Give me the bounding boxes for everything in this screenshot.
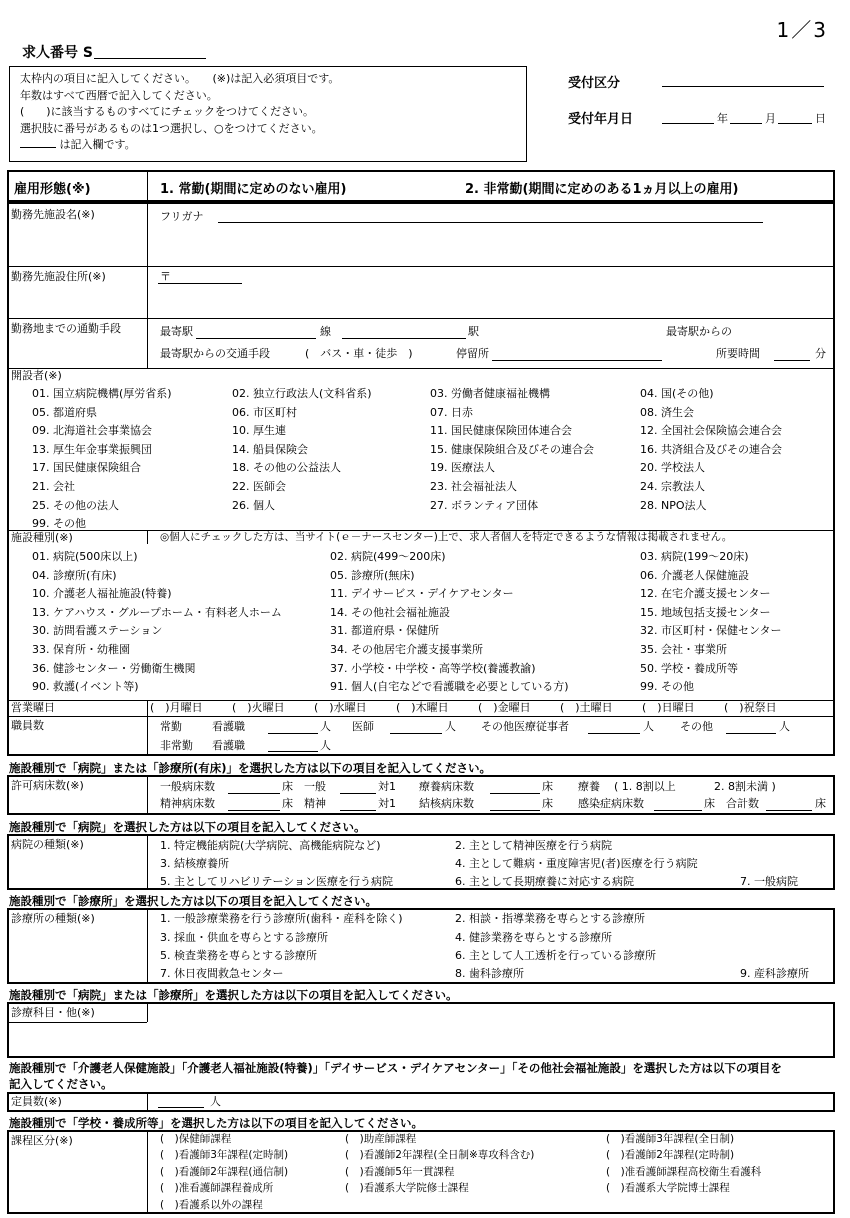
minutes-label: 分 (815, 347, 826, 360)
psych-beds-label: 精神病床数 (160, 797, 215, 810)
capacity-label: 定員数(※) (11, 1095, 62, 1108)
facility-type-note: ◎個人にチェックした方は、当サイト(ｅ－ナースセンター)上で、求人者個人を特定できるような情報は掲載されません。 (160, 531, 733, 543)
nearest-station-label: 最寄駅 (160, 325, 193, 338)
job-number-label: 求人番号 S (22, 45, 93, 61)
founder-option[interactable]: 22. 医師会 (232, 480, 286, 493)
infect-beds-field[interactable] (654, 810, 702, 811)
business-day-option[interactable]: ( )木曜日 (396, 701, 449, 714)
month-label: 月 (765, 112, 776, 125)
psych-ratio-label: 精神 (304, 797, 326, 810)
travel-time-label: 所要時間 (716, 347, 760, 360)
course-section-heading: 施設種別で「学校・養成所等」を選択した方は以下の項目を記入してください。 (9, 1116, 423, 1130)
general-ratio-field[interactable] (340, 793, 376, 794)
hospital-section-heading: 施設種別で「病院」を選択した方は以下の項目を記入してください。 (9, 820, 366, 834)
business-day-option[interactable]: ( )日曜日 (642, 701, 695, 714)
reception-day-field[interactable] (778, 123, 812, 124)
founder-option[interactable]: 17. 国民健康保険組合 (32, 461, 141, 475)
other-medical-field[interactable] (588, 733, 640, 734)
course-option[interactable]: ( )看護系大学院修士課程 (345, 1182, 469, 1195)
psych-ratio-field[interactable] (340, 810, 376, 811)
tb-beds-field[interactable] (490, 810, 540, 811)
other-medical-label: その他医療従事者 (481, 720, 569, 733)
founder-option[interactable]: 27. ボランティア団体 (430, 498, 539, 512)
course-option[interactable]: ( )保健師課程 (160, 1133, 232, 1145)
clinic-type-option[interactable]: 7. 休日夜間救急センター (160, 967, 284, 980)
infect-beds-label: 感染症病床数 (578, 797, 644, 810)
founder-option[interactable]: 09. 北海道社会事業協会 (32, 424, 152, 438)
reception-year-field[interactable] (662, 123, 714, 124)
founder-option[interactable]: 10. 厚生連 (232, 424, 286, 438)
facility-type-option[interactable]: 30. 訪問看護ステーション (32, 624, 163, 638)
staff-label: 職員数 (11, 719, 44, 732)
clinic-type-option[interactable]: 4. 健診業務を専らとする診療所 (455, 931, 612, 944)
beds-label: 許可病床数(※) (11, 779, 84, 792)
other-staff-label: その他 (680, 720, 713, 733)
founder-option[interactable]: 03. 労働者健康福祉機構 (430, 387, 550, 400)
line-name-field[interactable] (196, 338, 316, 339)
founder-option[interactable]: 28. NPO法人 (640, 498, 707, 512)
care-ratio-option-2[interactable]: 2. 8割未満 ) (714, 780, 776, 793)
clinic-type-option[interactable]: 1. 一般診療業務を行う診療所(歯科・産科を除く) (160, 912, 403, 925)
course-option[interactable]: ( )看護系大学院博士課程 (606, 1182, 730, 1195)
hospital-type-option[interactable]: 6. 主として長期療養に対応する病院 (455, 875, 634, 888)
beds-section-heading: 施設種別で「病院」または「診療所(有床)」を選択した方は以下の項目を記入してください。 (9, 761, 492, 775)
fulltime-label: 常勤 (160, 720, 182, 733)
founder-option[interactable]: 11. 国民健康保険団体連合会 (430, 424, 572, 438)
founder-option[interactable]: 12. 全国社会保険協会連合会 (640, 424, 782, 438)
facility-type-option[interactable]: 10. 介護老人福祉施設(特養) (32, 587, 172, 601)
founder-option[interactable]: 05. 都道府県 (32, 405, 97, 419)
clinic-type-option[interactable]: 3. 採血・供血を専らとする診療所 (160, 931, 328, 944)
business-days-label: 営業曜日 (11, 701, 55, 714)
fulltime-nurse-field[interactable] (268, 733, 318, 734)
business-day-option[interactable]: ( )水曜日 (314, 701, 367, 714)
employment-label: 雇用形態(※) (14, 182, 91, 197)
facility-type-option[interactable]: 03. 病院(199～20床) (640, 550, 749, 563)
bed-unit: 床 (542, 797, 553, 810)
facility-type-label: 施設種別(※) (11, 531, 73, 544)
address-field[interactable] (148, 288, 828, 314)
founder-label: 開設者(※) (11, 369, 62, 382)
from-station-label: 最寄駅からの (666, 325, 732, 338)
transport-modes-option[interactable]: ( バス・車・徒歩 ) (305, 347, 413, 360)
facility-type-option[interactable]: 36. 健診センター・労働衛生機関 (32, 661, 196, 675)
clinic-type-option[interactable]: 2. 相談・指導業務を専らとする診療所 (455, 912, 645, 925)
person-unit: 人 (779, 720, 790, 733)
hospital-type-option[interactable]: 5. 主としてリハビリテーション医療を行う病院 (160, 875, 394, 888)
postal-mark: 〒 (160, 270, 171, 283)
station-label: 駅 (468, 325, 479, 338)
founder-option[interactable]: 19. 医療法人 (430, 461, 495, 475)
dept-field[interactable] (150, 1006, 830, 1054)
business-day-option[interactable]: ( )月曜日 (150, 701, 203, 714)
hospital-type-section (7, 834, 835, 890)
doctor-label: 医師 (352, 720, 374, 733)
dept-label: 診療科目・他(※) (11, 1006, 95, 1019)
clinic-section-heading: 施設種別で「診療所」を選択した方は以下の項目を記入してください。 (9, 894, 377, 908)
day-label: 日 (815, 112, 826, 125)
doctor-field[interactable] (390, 733, 442, 734)
founder-option[interactable]: 14. 船員保険会 (232, 442, 308, 456)
dept-section-heading: 施設種別で「病院」または「診療所」を選択した方は以下の項目を記入してください。 (9, 988, 458, 1002)
founder-option[interactable]: 02. 独立行政法人(文科省系) (232, 387, 372, 400)
facility-type-option[interactable]: 02. 病院(499～200床) (330, 550, 446, 563)
facility-name-label: 勤務先施設名(※) (11, 208, 95, 221)
year-label: 年 (717, 112, 728, 125)
founder-option[interactable]: 18. その他の公益法人 (232, 461, 341, 475)
facility-type-option[interactable]: 06. 介護老人保健施設 (640, 568, 749, 582)
parttime-label: 非常勤 (160, 739, 193, 752)
capacity-section-heading-2: 記入してください。 (9, 1077, 113, 1091)
care-ratio-label: 療養 (578, 780, 600, 793)
facility-type-option[interactable]: 15. 地域包括支援センター (640, 605, 771, 619)
facility-type-option[interactable]: 31. 都道府県・保健所 (330, 624, 439, 638)
person-unit: 人 (445, 720, 456, 733)
facility-type-option[interactable]: 14. その他社会福祉施設 (330, 605, 450, 619)
capacity-section-heading-1: 施設種別で「介護老人保健施設」「介護老人福祉施設(特養)」「デイサービス・デイケアセンター」「その他社会福祉施設」を選択した方は以下の項目を (9, 1061, 782, 1075)
capacity-field[interactable] (158, 1107, 204, 1108)
bus-stop-label: 停留所 (456, 347, 489, 360)
facility-type-option[interactable]: 01. 病院(500床以上) (32, 550, 138, 563)
facility-type-option[interactable]: 35. 会社・事業所 (640, 643, 727, 656)
founder-option[interactable]: 21. 会社 (32, 480, 75, 493)
course-option[interactable]: ( )看護師2年課程(全日制※専攻科含む) (345, 1149, 535, 1162)
course-option[interactable]: ( )助産師課程 (345, 1133, 417, 1145)
hospital-type-option[interactable]: 4. 主として難病・重度障害児(者)医療を行う病院 (455, 857, 698, 870)
facility-type-option[interactable]: 32. 市区町村・保健センター (640, 624, 782, 638)
psych-beds-field[interactable] (228, 810, 280, 811)
transport-label: 最寄駅からの交通手段 (160, 347, 270, 360)
bed-unit: 床 (282, 797, 293, 810)
facility-type-option[interactable]: 99. その他 (640, 680, 694, 694)
hospital-type-option[interactable]: 2. 主として精神医療を行う病院 (455, 839, 612, 852)
capacity-unit: 人 (210, 1095, 221, 1108)
reception-category-field[interactable] (662, 86, 824, 87)
course-option[interactable]: ( )看護師2年課程(定時制) (606, 1149, 735, 1162)
course-option[interactable]: ( )看護師3年課程(定時制) (160, 1149, 289, 1162)
instruction-line: 年数はすべて西暦で記入してください。 (20, 88, 218, 102)
hospital-type-option[interactable]: 7. 一般病院 (740, 875, 798, 888)
employment-option-parttime[interactable]: 2. 非常勤(期間に定めのある1ヵ月以上の雇用) (465, 182, 739, 197)
facility-type-option[interactable]: 12. 在宅介護支援センター (640, 587, 771, 601)
founder-option[interactable]: 08. 済生会 (640, 405, 694, 419)
general-beds-label: 一般病床数 (160, 780, 215, 793)
page-number: 1／3 (776, 18, 828, 42)
travel-time-field[interactable] (774, 360, 810, 361)
founder-option[interactable]: 01. 国立病院機構(厚労省系) (32, 387, 172, 400)
general-ratio-label: 一般 (304, 780, 326, 793)
business-day-option[interactable]: ( )火曜日 (232, 701, 285, 714)
facility-type-option[interactable]: 04. 診療所(有床) (32, 568, 117, 582)
bed-unit: 床 (282, 780, 293, 793)
total-beds-label: 合計数 (726, 797, 759, 810)
course-option[interactable]: ( )看護師2年課程(通信制) (160, 1165, 289, 1178)
facility-type-option[interactable]: 33. 保育所・幼稚園 (32, 643, 130, 656)
founder-option[interactable]: 20. 学校法人 (640, 461, 705, 475)
person-unit: 人 (643, 720, 654, 733)
reception-date-label: 受付年月日 (568, 112, 634, 127)
founder-option[interactable]: 04. 国(その他) (640, 387, 714, 400)
clinic-type-label: 診療所の種類(※) (11, 912, 95, 925)
hospital-type-option[interactable]: 3. 結核療養所 (160, 857, 229, 870)
instruction-line: 太枠内の項目に記入してください。 (※)は記入必須項目です。 (20, 72, 340, 85)
founder-option[interactable]: 06. 市区町村 (232, 405, 297, 419)
facility-type-option[interactable]: 11. デイサービス・デイケアセンター (330, 587, 514, 601)
furigana-field[interactable] (218, 222, 763, 223)
postal-code-field[interactable] (158, 283, 242, 284)
bed-unit: 床 (704, 797, 715, 810)
reception-category-label: 受付区分 (568, 76, 621, 91)
business-day-option[interactable]: ( )祝祭日 (724, 701, 777, 714)
clinic-type-option[interactable]: 5. 検査業務を専らとする診療所 (160, 949, 317, 962)
facility-type-option[interactable]: 05. 診療所(無床) (330, 568, 415, 582)
facility-type-option[interactable]: 34. その他居宅介護支援事業所 (330, 643, 483, 656)
commute-label: 勤務地までの通勤手段 (11, 322, 121, 335)
bed-unit: 床 (542, 780, 553, 793)
job-number-field[interactable] (94, 58, 206, 59)
clinic-type-option[interactable]: 8. 歯科診療所 (455, 967, 524, 980)
instruction-line: は記入欄です。 (20, 137, 516, 154)
clinic-type-option[interactable]: 6. 主として人工透析を行っている診療所 (455, 949, 656, 962)
line-label: 線 (320, 325, 331, 338)
facility-type-option[interactable]: 90. 救護(イベント等) (32, 680, 139, 694)
clinic-type-section (7, 908, 835, 984)
facility-address-label: 勤務先施設住所(※) (11, 270, 106, 283)
course-option[interactable]: ( )准看護師課程高校衛生看護科 (606, 1165, 762, 1178)
course-option[interactable]: ( )看護系以外の課程 (160, 1198, 263, 1211)
ratio-unit: 対1 (378, 797, 396, 810)
care-beds-label: 療養病床数 (419, 780, 474, 793)
founder-option[interactable]: 07. 日赤 (430, 405, 473, 419)
facility-type-option[interactable]: 13. ケアハウス・グループホーム・有料老人ホーム (32, 605, 282, 619)
parttime-nurse-field[interactable] (268, 751, 318, 752)
bed-unit: 床 (815, 797, 826, 810)
general-beds-field[interactable] (228, 793, 280, 794)
instruction-line: ( )に該当するものすべてにチェックをつけてください。 (20, 105, 315, 118)
instruction-line: 選択肢に番号があるものは1つ選択し、○をつけてください。 (20, 121, 323, 135)
founder-option[interactable]: 15. 健康保険組合及びその連合会 (430, 442, 594, 456)
person-unit: 人 (320, 720, 331, 733)
facility-type-option[interactable]: 50. 学校・養成所等 (640, 661, 738, 675)
founder-option[interactable]: 23. 社会福祉法人 (430, 480, 517, 493)
hospital-type-option[interactable]: 1. 特定機能病院(大学病院、高機能病院など) (160, 839, 381, 852)
facility-type-option[interactable]: 91. 個人(自宅などで看護職を必要としている方) (330, 680, 569, 694)
business-day-option[interactable]: ( )土曜日 (560, 701, 613, 714)
station-name-field[interactable] (342, 338, 466, 339)
founder-option[interactable]: 25. その他の法人 (32, 498, 119, 512)
course-option[interactable]: ( )看護師5年一貫課程 (345, 1165, 455, 1178)
instructions-box (9, 66, 527, 162)
facility-name-field[interactable] (148, 228, 828, 262)
ratio-unit: 対1 (378, 780, 396, 793)
care-beds-field[interactable] (490, 793, 540, 794)
total-beds-field[interactable] (766, 810, 812, 811)
founder-option[interactable]: 26. 個人 (232, 498, 275, 512)
founder-option[interactable]: 24. 宗教法人 (640, 480, 705, 493)
founder-option[interactable]: 16. 共済組合及びその連合会 (640, 442, 782, 456)
care-ratio-option-1[interactable]: ( 1. 8割以上 (614, 780, 676, 793)
nurse-label: 看護職 (212, 720, 245, 733)
furigana-label: フリガナ (160, 210, 204, 223)
facility-type-option[interactable]: 37. 小学校・中学校・高等学校(養護教諭) (330, 661, 536, 675)
tb-beds-label: 結核病床数 (419, 797, 474, 810)
blank-sample (20, 137, 56, 148)
founder-option[interactable]: 13. 厚生年金事業振興団 (32, 442, 152, 456)
bus-stop-field[interactable] (492, 360, 662, 361)
reception-month-field[interactable] (730, 123, 762, 124)
course-option[interactable]: ( )看護師3年課程(全日制) (606, 1133, 735, 1145)
hospital-type-label: 病院の種類(※) (11, 838, 84, 851)
founder-option[interactable]: 99. その他 (32, 517, 86, 531)
course-label: 課程区分(※) (11, 1134, 73, 1147)
capacity-section (7, 1092, 835, 1112)
course-option[interactable]: ( )准看護師課程養成所 (160, 1182, 274, 1195)
other-staff-field[interactable] (726, 733, 776, 734)
person-unit: 人 (320, 739, 331, 752)
nurse-label: 看護職 (212, 739, 245, 752)
employment-option-fulltime[interactable]: 1. 常勤(期間に定めのない雇用) (160, 182, 347, 197)
clinic-type-option[interactable]: 9. 産科診療所 (740, 967, 809, 980)
business-day-option[interactable]: ( )金曜日 (478, 701, 531, 714)
